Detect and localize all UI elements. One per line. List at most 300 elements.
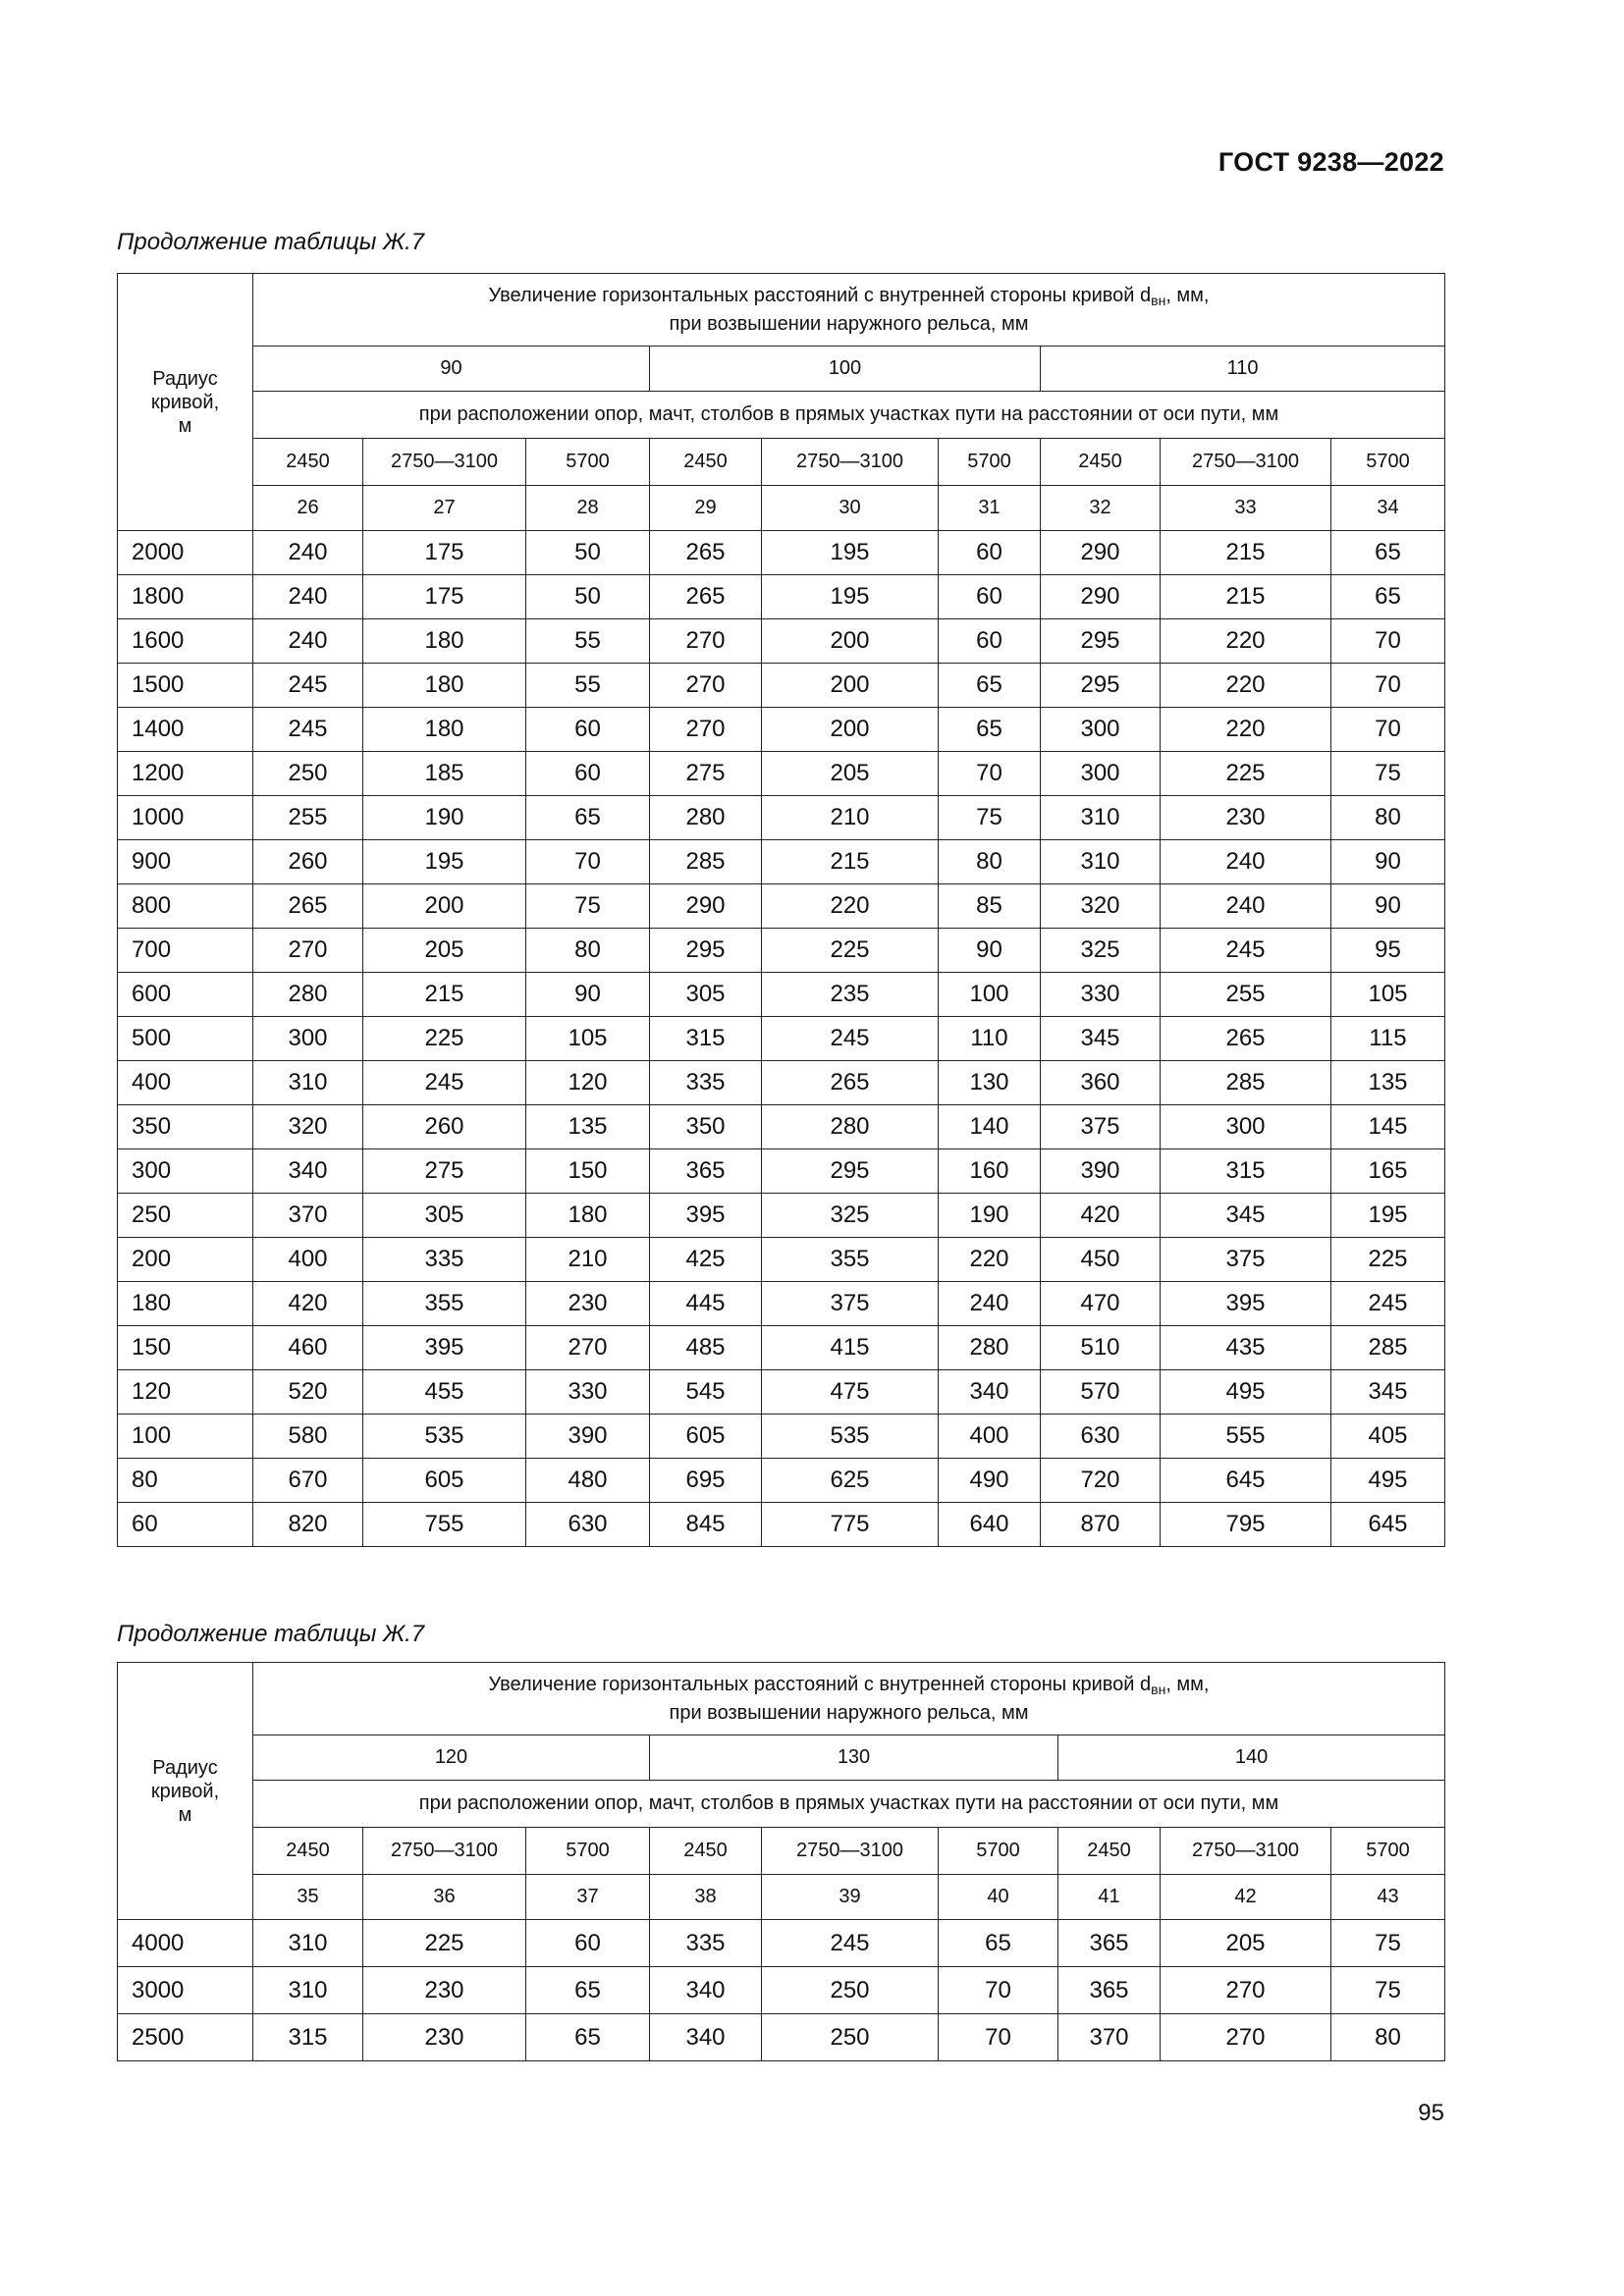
value-cell: 420 [1041, 1194, 1161, 1238]
table-row [118, 531, 1445, 575]
value-cell: 270 [650, 708, 762, 752]
distance-header: 2450 [1041, 439, 1161, 486]
value-cell: 185 [363, 752, 526, 796]
radius-value-cell: 1800 [118, 575, 253, 619]
value-cell: 330 [526, 1370, 650, 1415]
value-cell: 285 [1331, 1326, 1445, 1370]
value-cell: 205 [1161, 1920, 1331, 1967]
distance-header: 2450 [253, 1828, 363, 1875]
value-cell: 275 [363, 1149, 526, 1194]
table-row [118, 796, 1445, 840]
value-cell: 695 [650, 1459, 762, 1503]
value-cell: 85 [939, 884, 1041, 929]
table-row [118, 929, 1445, 973]
value-cell: 415 [762, 1326, 939, 1370]
main-header-subscript: вн [1151, 293, 1166, 308]
table-row [118, 1238, 1445, 1282]
value-cell: 215 [1161, 531, 1331, 575]
radius-header-line: Радиус [152, 1756, 218, 1779]
distance-header: 2750—3100 [363, 439, 526, 486]
table-caption: Продолжение таблицы Ж.7 [117, 1621, 425, 1647]
radius-value-cell: 100 [118, 1415, 253, 1459]
value-cell: 230 [363, 2014, 526, 2061]
radius-value-cell: 60 [118, 1503, 253, 1547]
value-cell: 340 [253, 1149, 363, 1194]
value-cell: 220 [762, 884, 939, 929]
value-cell: 180 [363, 664, 526, 708]
value-cell: 135 [526, 1105, 650, 1149]
value-cell: 120 [526, 1061, 650, 1105]
value-cell: 340 [650, 1967, 762, 2014]
table-row [118, 2014, 1445, 2061]
value-cell: 370 [1058, 2014, 1161, 2061]
value-cell: 280 [650, 796, 762, 840]
value-cell: 115 [1331, 1017, 1445, 1061]
value-cell: 535 [363, 1415, 526, 1459]
value-cell: 60 [939, 575, 1041, 619]
value-cell: 145 [1331, 1105, 1445, 1149]
table-row [118, 1503, 1445, 1547]
value-cell: 195 [762, 575, 939, 619]
value-cell: 400 [939, 1415, 1041, 1459]
value-cell: 160 [939, 1149, 1041, 1194]
value-cell: 270 [650, 619, 762, 664]
value-cell: 240 [253, 619, 363, 664]
radius-value-cell: 200 [118, 1238, 253, 1282]
value-cell: 720 [1041, 1459, 1161, 1503]
table-row [118, 1370, 1445, 1415]
column-number: 35 [253, 1875, 363, 1920]
value-cell: 215 [363, 973, 526, 1017]
main-header-line1 [253, 284, 1444, 312]
value-cell: 75 [1331, 752, 1445, 796]
column-number: 31 [939, 486, 1041, 531]
data-table [117, 1662, 1445, 2061]
value-cell: 200 [762, 619, 939, 664]
radius-value-cell: 500 [118, 1017, 253, 1061]
radius-value-cell: 250 [118, 1194, 253, 1238]
value-cell: 435 [1161, 1326, 1331, 1370]
value-cell: 75 [1331, 1967, 1445, 2014]
value-cell: 315 [1161, 1149, 1331, 1194]
value-cell: 90 [1331, 840, 1445, 884]
value-cell: 205 [363, 929, 526, 973]
value-cell: 265 [762, 1061, 939, 1105]
value-cell: 605 [650, 1415, 762, 1459]
value-cell: 545 [650, 1370, 762, 1415]
rail-rise-header: 120 [253, 1735, 650, 1781]
value-cell: 870 [1041, 1503, 1161, 1547]
value-cell: 570 [1041, 1370, 1161, 1415]
support-location-header: при расположении опор, мачт, столбов в прямых участках пути на расстоянии от оси пути, мм [253, 1781, 1445, 1828]
value-cell: 370 [253, 1194, 363, 1238]
value-cell: 250 [762, 2014, 939, 2061]
value-cell: 70 [1331, 708, 1445, 752]
value-cell: 300 [1041, 752, 1161, 796]
value-cell: 335 [650, 1061, 762, 1105]
value-cell: 80 [526, 929, 650, 973]
value-cell: 400 [253, 1238, 363, 1282]
value-cell: 100 [939, 973, 1041, 1017]
value-cell: 325 [762, 1194, 939, 1238]
value-cell: 645 [1331, 1503, 1445, 1547]
value-cell: 295 [650, 929, 762, 973]
value-cell: 475 [762, 1370, 939, 1415]
value-cell: 340 [650, 2014, 762, 2061]
value-cell: 310 [1041, 840, 1161, 884]
distance-header: 2750—3100 [1161, 439, 1331, 486]
value-cell: 195 [762, 531, 939, 575]
value-cell: 640 [939, 1503, 1041, 1547]
main-header-cell [253, 1663, 1445, 1735]
main-header-text-end: , мм, [1165, 285, 1210, 306]
radius-value-cell: 2500 [118, 2014, 253, 2061]
value-cell: 245 [762, 1017, 939, 1061]
rail-rise-header: 130 [650, 1735, 1058, 1781]
value-cell: 195 [363, 840, 526, 884]
distance-header: 5700 [526, 439, 650, 486]
value-cell: 270 [253, 929, 363, 973]
value-cell: 200 [363, 884, 526, 929]
column-number: 36 [363, 1875, 526, 1920]
column-number: 26 [253, 486, 363, 531]
table-row [118, 1415, 1445, 1459]
table-row [118, 1282, 1445, 1326]
value-cell: 215 [1161, 575, 1331, 619]
value-cell: 485 [650, 1326, 762, 1370]
value-cell: 60 [526, 708, 650, 752]
value-cell: 300 [253, 1017, 363, 1061]
rail-rise-header: 110 [1041, 347, 1445, 392]
value-cell: 445 [650, 1282, 762, 1326]
value-cell: 135 [1331, 1061, 1445, 1105]
value-cell: 320 [1041, 884, 1161, 929]
value-cell: 225 [1161, 752, 1331, 796]
value-cell: 645 [1161, 1459, 1331, 1503]
value-cell: 360 [1041, 1061, 1161, 1105]
distance-header: 2750—3100 [762, 439, 939, 486]
radius-header-line: Радиус [152, 367, 218, 390]
column-number: 38 [650, 1875, 762, 1920]
value-cell: 95 [1331, 929, 1445, 973]
column-number: 40 [939, 1875, 1058, 1920]
value-cell: 70 [526, 840, 650, 884]
radius-header-line: м [178, 414, 192, 437]
distance-header: 5700 [939, 439, 1041, 486]
value-cell: 345 [1161, 1194, 1331, 1238]
value-cell: 140 [939, 1105, 1041, 1149]
value-cell: 165 [1331, 1149, 1445, 1194]
table-row [118, 1326, 1445, 1370]
radius-value-cell: 1400 [118, 708, 253, 752]
value-cell: 245 [253, 708, 363, 752]
value-cell: 775 [762, 1503, 939, 1547]
radius-value-cell: 350 [118, 1105, 253, 1149]
value-cell: 295 [1041, 619, 1161, 664]
value-cell: 310 [253, 1967, 363, 2014]
radius-header-line: кривой, [150, 1780, 220, 1802]
value-cell: 355 [363, 1282, 526, 1326]
value-cell: 325 [1041, 929, 1161, 973]
value-cell: 60 [526, 752, 650, 796]
main-header-line2: при возвышении наружного рельса, мм [669, 313, 1029, 335]
value-cell: 280 [939, 1326, 1041, 1370]
value-cell: 55 [526, 619, 650, 664]
value-cell: 395 [650, 1194, 762, 1238]
value-cell: 315 [650, 1017, 762, 1061]
value-cell: 480 [526, 1459, 650, 1503]
value-cell: 105 [526, 1017, 650, 1061]
value-cell: 265 [650, 575, 762, 619]
value-cell: 65 [1331, 531, 1445, 575]
value-cell: 240 [253, 531, 363, 575]
table-row [118, 1194, 1445, 1238]
main-header-line2: при возвышении наружного рельса, мм [669, 1702, 1029, 1724]
value-cell: 375 [762, 1282, 939, 1326]
value-cell: 310 [1041, 796, 1161, 840]
value-cell: 630 [1041, 1415, 1161, 1459]
value-cell: 245 [762, 1920, 939, 1967]
column-number: 39 [762, 1875, 939, 1920]
value-cell: 200 [762, 664, 939, 708]
value-cell: 90 [939, 929, 1041, 973]
distance-header: 2750—3100 [363, 1828, 526, 1875]
value-cell: 70 [939, 1967, 1058, 2014]
radius-value-cell: 300 [118, 1149, 253, 1194]
column-number: 41 [1058, 1875, 1161, 1920]
value-cell: 240 [1161, 840, 1331, 884]
value-cell: 180 [363, 619, 526, 664]
value-cell: 845 [650, 1503, 762, 1547]
value-cell: 190 [363, 796, 526, 840]
value-cell: 755 [363, 1503, 526, 1547]
main-header-line1 [253, 1673, 1444, 1701]
value-cell: 820 [253, 1503, 363, 1547]
value-cell: 245 [1331, 1282, 1445, 1326]
value-cell: 105 [1331, 973, 1445, 1017]
radius-value-cell: 3000 [118, 1967, 253, 2014]
value-cell: 205 [762, 752, 939, 796]
table-row [118, 973, 1445, 1017]
value-cell: 65 [526, 2014, 650, 2061]
value-cell: 90 [526, 973, 650, 1017]
value-cell: 340 [939, 1370, 1041, 1415]
distance-header: 2450 [650, 1828, 762, 1875]
radius-value-cell: 2000 [118, 531, 253, 575]
value-cell: 350 [650, 1105, 762, 1149]
rail-rise-header: 100 [650, 347, 1041, 392]
value-cell: 455 [363, 1370, 526, 1415]
value-cell: 625 [762, 1459, 939, 1503]
value-cell: 280 [253, 973, 363, 1017]
value-cell: 365 [1058, 1920, 1161, 1967]
table-body [118, 1920, 1445, 2061]
value-cell: 265 [253, 884, 363, 929]
value-cell: 65 [939, 708, 1041, 752]
main-header-subscript: вн [1151, 1682, 1166, 1697]
radius-value-cell: 1500 [118, 664, 253, 708]
value-cell: 50 [526, 531, 650, 575]
value-cell: 130 [939, 1061, 1041, 1105]
rail-rise-header: 140 [1058, 1735, 1445, 1781]
value-cell: 450 [1041, 1238, 1161, 1282]
value-cell: 65 [939, 664, 1041, 708]
distance-header: 2450 [1058, 1828, 1161, 1875]
value-cell: 235 [762, 973, 939, 1017]
value-cell: 75 [939, 796, 1041, 840]
radius-value-cell: 80 [118, 1459, 253, 1503]
value-cell: 335 [650, 1920, 762, 1967]
value-cell: 555 [1161, 1415, 1331, 1459]
value-cell: 210 [762, 796, 939, 840]
table-row [118, 840, 1445, 884]
value-cell: 60 [526, 1920, 650, 1967]
radius-value-cell: 1200 [118, 752, 253, 796]
value-cell: 180 [363, 708, 526, 752]
value-cell: 305 [650, 973, 762, 1017]
value-cell: 245 [1161, 929, 1331, 973]
value-cell: 345 [1331, 1370, 1445, 1415]
value-cell: 270 [650, 664, 762, 708]
value-cell: 210 [526, 1238, 650, 1282]
value-cell: 150 [526, 1149, 650, 1194]
value-cell: 425 [650, 1238, 762, 1282]
value-cell: 260 [363, 1105, 526, 1149]
value-cell: 200 [762, 708, 939, 752]
distance-header: 2750—3100 [1161, 1828, 1331, 1875]
main-header-cell [253, 274, 1445, 347]
column-number: 42 [1161, 1875, 1331, 1920]
radius-value-cell: 600 [118, 973, 253, 1017]
distance-header: 5700 [939, 1828, 1058, 1875]
value-cell: 245 [363, 1061, 526, 1105]
value-cell: 605 [363, 1459, 526, 1503]
column-number: 28 [526, 486, 650, 531]
value-cell: 260 [253, 840, 363, 884]
radius-value-cell: 1600 [118, 619, 253, 664]
value-cell: 275 [650, 752, 762, 796]
value-cell: 535 [762, 1415, 939, 1459]
radius-header-cell [118, 1663, 253, 1920]
table-row [118, 575, 1445, 619]
table-row [118, 1105, 1445, 1149]
column-number: 30 [762, 486, 939, 531]
radius-value-cell: 150 [118, 1326, 253, 1370]
value-cell: 225 [363, 1017, 526, 1061]
table-row [118, 1967, 1445, 2014]
value-cell: 220 [1161, 708, 1331, 752]
column-number: 37 [526, 1875, 650, 1920]
value-cell: 270 [526, 1326, 650, 1370]
data-table [117, 273, 1445, 1547]
value-cell: 220 [1161, 664, 1331, 708]
table-row [118, 619, 1445, 664]
table-row [118, 664, 1445, 708]
radius-value-cell: 800 [118, 884, 253, 929]
value-cell: 495 [1331, 1459, 1445, 1503]
value-cell: 180 [526, 1194, 650, 1238]
value-cell: 90 [1331, 884, 1445, 929]
value-cell: 305 [363, 1194, 526, 1238]
value-cell: 285 [1161, 1061, 1331, 1105]
value-cell: 300 [1161, 1105, 1331, 1149]
value-cell: 80 [939, 840, 1041, 884]
table-row [118, 708, 1445, 752]
value-cell: 460 [253, 1326, 363, 1370]
value-cell: 60 [939, 619, 1041, 664]
value-cell: 190 [939, 1194, 1041, 1238]
value-cell: 255 [253, 796, 363, 840]
value-cell: 70 [1331, 619, 1445, 664]
radius-value-cell: 120 [118, 1370, 253, 1415]
column-number: 43 [1331, 1875, 1445, 1920]
value-cell: 495 [1161, 1370, 1331, 1415]
column-number: 33 [1161, 486, 1331, 531]
table-row [118, 1149, 1445, 1194]
value-cell: 220 [939, 1238, 1041, 1282]
value-cell: 365 [650, 1149, 762, 1194]
value-cell: 630 [526, 1503, 650, 1547]
column-number: 34 [1331, 486, 1445, 531]
value-cell: 310 [253, 1920, 363, 1967]
value-cell: 225 [1331, 1238, 1445, 1282]
value-cell: 230 [363, 1967, 526, 2014]
value-cell: 240 [253, 575, 363, 619]
radius-value-cell: 180 [118, 1282, 253, 1326]
value-cell: 75 [1331, 1920, 1445, 1967]
value-cell: 50 [526, 575, 650, 619]
value-cell: 395 [1161, 1282, 1331, 1326]
value-cell: 290 [650, 884, 762, 929]
value-cell: 240 [1161, 884, 1331, 929]
value-cell: 230 [526, 1282, 650, 1326]
value-cell: 270 [1161, 1967, 1331, 2014]
value-cell: 300 [1041, 708, 1161, 752]
distance-header: 2750—3100 [762, 1828, 939, 1875]
value-cell: 290 [1041, 531, 1161, 575]
value-cell: 250 [253, 752, 363, 796]
value-cell: 65 [939, 1920, 1058, 1967]
table-row [118, 1061, 1445, 1105]
main-header-text-end: , мм, [1165, 1674, 1210, 1695]
value-cell: 65 [526, 796, 650, 840]
value-cell: 295 [1041, 664, 1161, 708]
value-cell: 70 [939, 752, 1041, 796]
radius-header-line: кривой, [150, 391, 220, 413]
value-cell: 195 [1331, 1194, 1445, 1238]
table-row [118, 884, 1445, 929]
value-cell: 245 [253, 664, 363, 708]
value-cell: 320 [253, 1105, 363, 1149]
value-cell: 335 [363, 1238, 526, 1282]
value-cell: 230 [1161, 796, 1331, 840]
standard-code: ГОСТ 9238—2022 [1218, 147, 1444, 177]
value-cell: 75 [526, 884, 650, 929]
value-cell: 70 [939, 2014, 1058, 2061]
table-row [118, 1459, 1445, 1503]
distance-header: 5700 [1331, 439, 1445, 486]
value-cell: 670 [253, 1459, 363, 1503]
value-cell: 520 [253, 1370, 363, 1415]
value-cell: 55 [526, 664, 650, 708]
radius-value-cell: 4000 [118, 1920, 253, 1967]
value-cell: 280 [762, 1105, 939, 1149]
value-cell: 390 [1041, 1149, 1161, 1194]
radius-value-cell: 1000 [118, 796, 253, 840]
value-cell: 240 [939, 1282, 1041, 1326]
value-cell: 110 [939, 1017, 1041, 1061]
support-location-header: при расположении опор, мачт, столбов в прямых участках пути на расстоянии от оси пути, мм [253, 392, 1445, 439]
